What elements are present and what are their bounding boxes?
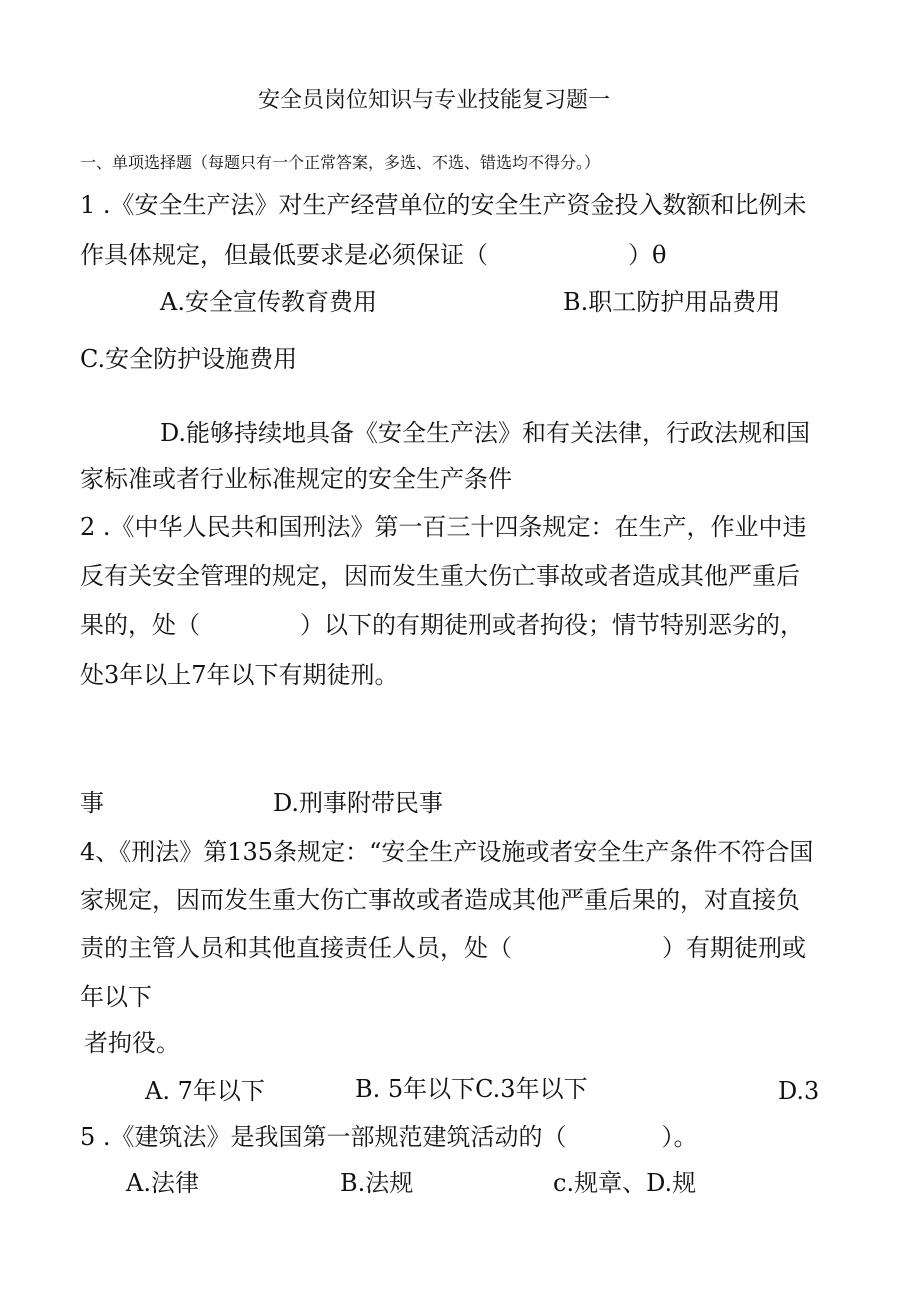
q2-line-1: 2 .《中华人民共和国刑法》第一百三十四条规定：在生产，作业中违 [80,513,807,541]
q5-option-a: A.法律 [126,1169,199,1197]
q4-line-3 [80,933,806,963]
q1-option-a: A.安全宣传教育费用 [160,288,377,316]
q1-option-d-line-2: 家标准或者行业标准规定的安全生产条件 [80,465,512,493]
q4-stem-end: ）有期徒刑或 [662,934,806,962]
page-title: 安全员岗位知识与专业技能复习题一 [258,88,611,113]
q2-line-3 [80,610,804,640]
q1-option-c: C.安全防护设施费用 [80,345,298,373]
q2-line-4: 处3年以上7年以下有期徒刑。 [80,661,399,689]
q5-line-1 [80,1122,698,1152]
q1-stem-text: 作具体规定，但最低要求是必须保证（ [80,241,488,269]
q2-line-2: 反有关安全管理的规定，因而发生重大伤亡事故或者造成其他严重后 [80,562,800,590]
section-heading: 一、单项选择题（每题只有一个正常答案，多选、不选、错选均不得分。） [80,153,601,172]
q4-option-a: A. 7年以下 [145,1077,265,1105]
q5-option-b: B.法规 [340,1169,414,1197]
q1-stem-end: ）θ [628,241,667,269]
q1-option-d-line-1: D.能够持续地具备《安全生产法》和有关法律，行政法规和国 [160,419,811,447]
q3-fragment-text: 事 [80,789,104,817]
q1-option-b: B.职工防护用品费用 [563,288,781,316]
q4-option-b-c: B. 5年以下C.3年以下 [355,1075,588,1103]
q4-line-1: 4、《刑法》第135条规定：“安全生产设施或者安全生产条件不符合国 [80,838,814,866]
q1-line-2 [80,240,666,270]
q4-stem-text: 责的主管人员和其他直接责任人员，处（ [80,934,512,962]
q2-stem-end: ）以下的有期徒刑或者拘役；情节特别恶劣的， [300,611,804,639]
q3-option-d: D.刑事附带民事 [273,789,444,817]
q5-option-c-d: c.规章、D.规 [553,1169,697,1197]
q4-line-5: 者拘役。 [84,1029,180,1057]
q4-line-2: 家规定，因而发生重大伤亡事故或者造成其他严重后果的，对直接负 [80,886,800,914]
q4-option-d: D.3 [778,1077,820,1105]
q5-stem-text: 5 .《建筑法》是我国第一部规范建筑活动的（ [80,1123,567,1151]
q2-stem-text: 果的，处（ [80,611,200,639]
q4-line-4: 年以下 [80,983,152,1011]
q1-line-1: 1 .《安全生产法》对生产经营单位的安全生产资金投入数额和比例未 [80,191,807,219]
q5-stem-end: ）。 [661,1123,698,1151]
